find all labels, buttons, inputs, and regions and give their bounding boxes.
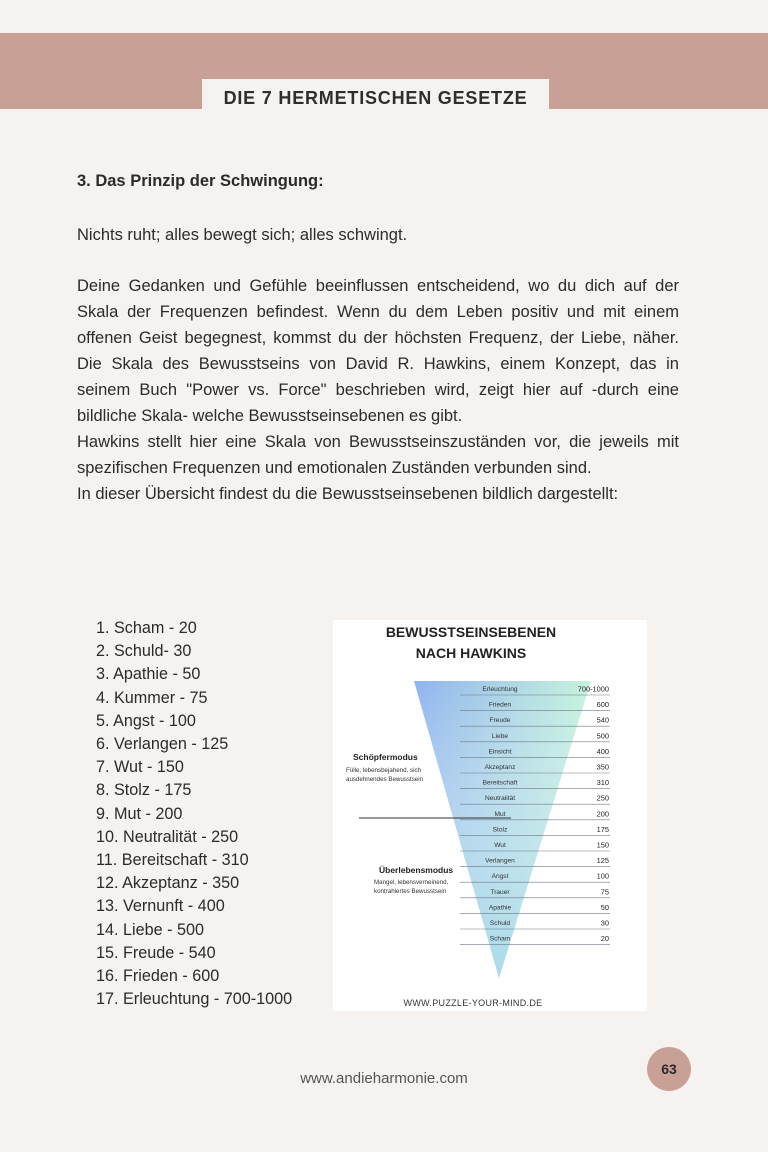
level-list-item: 1. Scham - 20 [96,619,197,637]
upper-mode-title: Schöpfermodus [353,752,418,762]
page-title: DIE 7 HERMETISCHEN GESETZE [223,87,528,108]
level-list-item: 16. Frieden - 600 [96,967,220,986]
level-value: 30 [600,918,609,928]
level-name: Liebe [491,732,509,740]
level-name: Mut [494,810,506,818]
levels-list [96,617,292,1011]
level-value: 400 [596,746,609,756]
level-list-item: 14. Liebe - 500 [96,920,205,939]
level-list-item: 7. Wut - 150 [96,758,184,777]
level-name: Trauer [490,888,510,896]
level-value: 20 [600,934,609,944]
intro-text: Nichts ruht; alles bewegt sich; alles schwingt. [77,226,408,244]
level-name: Neutralität [484,795,516,803]
level-name: Schuld [489,920,511,927]
level-name: Freude [489,717,511,725]
lower-mode-title: Überlebensmodus [379,865,454,875]
level-value: 250 [596,793,609,803]
level-list-item: 17. Erleuchtung - 700-1000 [96,990,293,1009]
level-value: 700-1000 [577,684,609,694]
level-list-item: 5. Angst - 100 [96,711,196,730]
level-value: 175 [596,824,609,834]
level-list-item: 3. Apathie - 50 [96,665,201,684]
level-list-item: 10. Neutralität - 250 [96,827,239,846]
level-value: 50 [600,902,609,912]
level-value: 540 [596,715,609,725]
upper-mode-desc: ausdehnendes Bewusstsein [346,776,424,783]
paragraph: Hawkins stellt hier eine Skala von Bewusstseinszuständen vor, die jeweils mit spezifischen Frequenzen und emotionalen Zuständen verbunden sind. [77,433,679,477]
level-value: 150 [596,840,609,850]
level-name: Stolz [492,826,508,834]
level-list-item: 13. Vernunft - 400 [96,897,225,916]
level-name: Frieden [488,701,512,709]
lower-mode-desc: kontrahiertes Bewusstsein [374,888,447,895]
level-value: 600 [596,700,609,710]
infographic-footer: WWW.PUZZLE-YOUR-MIND.DE [403,998,543,1008]
level-name: Angst [491,873,509,881]
level-name: Wut [494,842,506,849]
section-heading: 3. Das Prinzip der Schwingung: [77,172,324,190]
level-value: 200 [596,809,609,819]
level-name: Scham [489,935,511,943]
level-list-item: 15. Freude - 540 [96,943,216,962]
hawkins-infographic [333,620,647,1011]
level-value: 310 [596,778,609,788]
level-name: Verlangen [485,857,515,865]
level-value: 500 [596,731,609,741]
level-name: Erleuchtung [482,686,518,693]
level-name: Einsicht [488,748,512,756]
lower-mode-desc: Mangel, lebensverneinend, [374,879,449,886]
infographic-title: BEWUSSTSEINSEBENEN [385,624,557,640]
upper-mode-desc: Fülle, lebensbejahend, sich [346,767,421,774]
consciousness-funnel [333,620,647,1011]
level-value: 100 [596,871,609,881]
level-list-item: 2. Schuld- 30 [96,642,192,661]
level-name: Bereitschaft [482,779,518,787]
infographic-subtitle: NACH HAWKINS [415,645,527,661]
header-title-box [202,79,549,117]
level-list-item: 8. Stolz - 175 [96,781,192,800]
level-name: Apathie [488,904,512,912]
level-value: 350 [596,762,609,772]
level-name: Akzeptanz [484,764,516,771]
level-value: 75 [600,887,609,897]
body-text [77,273,679,507]
paragraph: In dieser Übersicht findest du die Bewusstseinsebenen bildlich dargestellt: [77,485,619,503]
level-value: 125 [596,856,609,866]
footer-website[interactable]: www.andieharmonie.com [300,1070,468,1087]
level-list-item: 9. Mut - 200 [96,804,183,823]
page-number: 63 [661,1061,677,1077]
paragraph: Deine Gedanken und Gefühle beeinflussen entscheidend, wo du dich auf der Skala der Frequenzen befindest. Wenn du dem Leben positiv und mit einem offenen Geist begegnest, kommst du der höchsten Frequenz, der Liebe, näher. Die Skala des Bewusstseins von David R. Hawkins, einem Konzept, das in seinem Buch "Power vs. Force" beschrieben wird, zeigt hier auf -durch eine bildliche Skala- welche Bewusstseinsebenen es gibt. [77,277,679,425]
level-list-item: 12. Akzeptanz - 350 [96,874,240,893]
level-list-item: 4. Kummer - 75 [96,688,208,707]
level-list-item: 11. Bereitschaft - 310 [96,851,249,870]
page-number-badge [647,1047,691,1091]
level-list-item: 6. Verlangen - 125 [96,735,229,754]
